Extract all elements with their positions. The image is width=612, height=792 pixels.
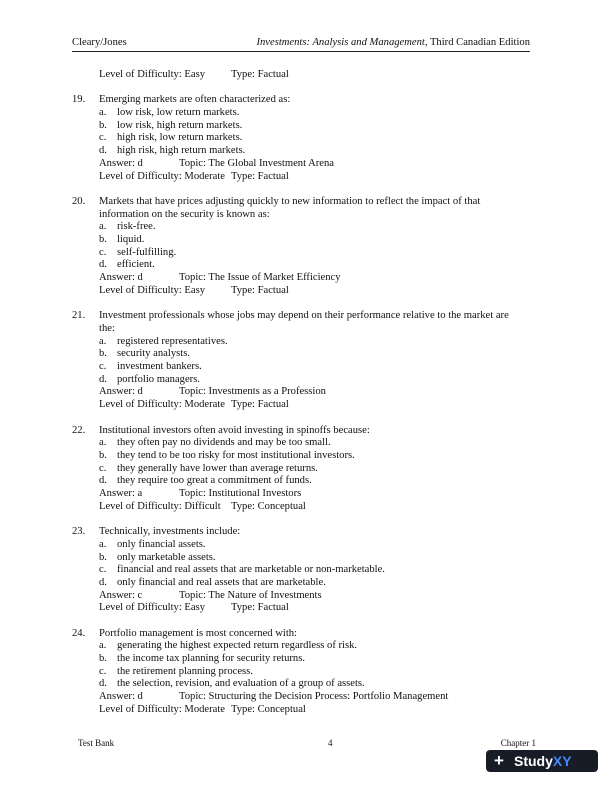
header-rule [72, 51, 530, 52]
answer-topic-row [99, 488, 542, 501]
question-stem-text: information on the security is known as: [99, 208, 270, 220]
difficulty-type-row [99, 602, 542, 615]
answer-topic-row [99, 386, 542, 399]
option-text: high risk, high return markets. [117, 145, 246, 157]
option-text: the selection, revision, and evaluation of a group of assets. [117, 678, 365, 690]
option-text: the income tax planning for security returns. [117, 653, 305, 665]
answer-option [72, 120, 542, 133]
option-letter: b. [99, 234, 107, 246]
question-item [72, 94, 542, 183]
header-book-title [256, 37, 530, 50]
option-letter: d. [99, 678, 107, 690]
top-type: Type: Factual [231, 69, 289, 80]
option-text: they generally have lower than average returns. [117, 462, 318, 474]
option-text: portfolio managers. [117, 373, 200, 385]
topic-label: Topic: Structuring the Decision Process: Portfolio Management [179, 691, 449, 703]
option-text: risk-free. [117, 221, 156, 233]
difficulty-label: Level of Difficulty: Moderate [99, 399, 226, 411]
questions [72, 94, 542, 716]
answer-option [72, 564, 542, 577]
question-number: 21. [72, 310, 86, 322]
difficulty-label: Level of Difficulty: Moderate [99, 703, 226, 715]
top-meta [99, 69, 542, 82]
question-stem-line [72, 526, 542, 539]
question-number: 19. [72, 94, 86, 106]
option-letter: b. [99, 653, 107, 665]
question-stem-line [72, 94, 542, 107]
question-stem-text: Institutional investors often avoid investing in spinoffs because: [99, 424, 370, 436]
answer-option [72, 475, 542, 488]
brand-study: Study [514, 753, 553, 769]
answer-option [72, 348, 542, 361]
question-stem-text: Markets that have prices adjusting quickly to new information to reflect the impact of that [99, 195, 481, 207]
option-text: low risk, high return markets. [117, 119, 243, 131]
answer-option [72, 145, 542, 158]
question-number: 24. [72, 627, 86, 639]
question-stem-line [72, 425, 542, 438]
option-letter: d. [99, 373, 107, 385]
option-letter: d. [99, 145, 107, 157]
question-item [72, 196, 542, 298]
answer-option [72, 361, 542, 374]
answer-topic-row [99, 691, 542, 704]
answer-option [72, 437, 542, 450]
answer-option [72, 653, 542, 666]
answer-key: Answer: a [99, 488, 143, 500]
answer-option [72, 336, 542, 349]
question-stem-line [72, 323, 542, 336]
difficulty-label: Level of Difficulty: Easy [99, 602, 206, 614]
option-text: efficient. [117, 259, 155, 271]
question-stem-text: Technically, investments include: [99, 526, 241, 538]
brand-xy: XY [552, 753, 572, 769]
answer-topic-row [99, 590, 542, 603]
option-letter: c. [99, 361, 107, 373]
question-item [72, 310, 542, 412]
question-item [72, 526, 542, 615]
question-stem-line [72, 628, 542, 641]
question-number: 20. [72, 195, 86, 207]
option-text: high risk, low return markets. [117, 132, 243, 144]
type-label: Type: Conceptual [231, 500, 306, 512]
question-stem-line [72, 209, 542, 222]
topic-label: Topic: The Nature of Investments [179, 589, 322, 601]
type-label: Type: Factual [231, 399, 289, 411]
option-letter: a. [99, 107, 107, 119]
option-text: low risk, low return markets. [117, 107, 240, 119]
answer-key: Answer: d [99, 386, 143, 398]
difficulty-type-row [99, 704, 542, 717]
answer-key: Answer: c [99, 589, 143, 601]
option-text: they require too great a commitment of funds. [117, 475, 312, 487]
answer-option [72, 374, 542, 387]
option-letter: a. [99, 437, 107, 449]
option-letter: a. [99, 335, 107, 347]
answer-topic-row [99, 158, 542, 171]
answer-key: Answer: d [99, 272, 143, 284]
answer-option [72, 463, 542, 476]
question-stem-text: the: [99, 322, 115, 334]
difficulty-type-row [99, 501, 542, 514]
answer-option [72, 666, 542, 679]
option-text: they tend to be too risky for most institutional investors. [117, 449, 355, 461]
footer-left: Test Bank [78, 738, 115, 748]
header-edition: , Third Canadian Edition [424, 37, 530, 48]
question-number: 22. [72, 424, 86, 436]
type-label: Type: Factual [231, 170, 289, 182]
answer-option [72, 552, 542, 565]
topic-label: Topic: Institutional Investors [179, 488, 302, 500]
question-stem-text: Investment professionals whose jobs may depend on their performance relative to the market are [99, 310, 509, 322]
question-number: 23. [72, 526, 86, 538]
option-letter: a. [99, 640, 107, 652]
option-letter: b. [99, 348, 107, 360]
difficulty-type-row [99, 171, 542, 184]
topic-label: Topic: The Issue of Market Efficiency [179, 272, 341, 284]
option-text: only marketable assets. [117, 551, 216, 563]
plus-icon: + [494, 751, 504, 770]
topic-label: Topic: The Global Investment Arena [179, 157, 334, 169]
option-text: security analysts. [117, 348, 190, 360]
option-letter: b. [99, 551, 107, 563]
option-letter: a. [99, 221, 107, 233]
question-stem-line [72, 310, 542, 323]
answer-option [72, 450, 542, 463]
answer-option [72, 539, 542, 552]
question-stem-text: Emerging markets are often characterized as: [99, 94, 291, 106]
option-text: registered representatives. [117, 335, 228, 347]
difficulty-type-row [99, 399, 542, 412]
question-stem-text: Portfolio management is most concerned with: [99, 627, 298, 639]
footer-chapter: Chapter 1 [500, 738, 536, 748]
option-text: only financial and real assets that are marketable. [117, 576, 326, 588]
question-stem-line [72, 196, 542, 209]
option-letter: d. [99, 576, 107, 588]
type-label: Type: Conceptual [231, 703, 306, 715]
option-text: liquid. [117, 234, 145, 246]
difficulty-type-row [99, 285, 542, 298]
option-text: the retirement planning process. [117, 665, 253, 677]
topic-label: Topic: Investments as a Profession [179, 386, 326, 398]
difficulty-label: Level of Difficulty: Moderate [99, 170, 226, 182]
page-header [72, 37, 530, 51]
answer-option [72, 678, 542, 691]
option-text: generating the highest expected return regardless of risk. [117, 640, 358, 652]
question-list [72, 69, 542, 717]
answer-option [72, 132, 542, 145]
difficulty-label: Level of Difficulty: Easy [99, 284, 206, 296]
answer-option [72, 234, 542, 247]
answer-option [72, 640, 542, 653]
option-letter: b. [99, 119, 107, 131]
option-letter: c. [99, 665, 107, 677]
header-authors: Cleary/Jones [72, 37, 127, 48]
question-item [72, 425, 542, 514]
option-letter: a. [99, 538, 107, 550]
studyxy-badge[interactable] [486, 750, 598, 772]
answer-topic-row [99, 272, 542, 285]
studyxy-logo [514, 753, 572, 769]
option-letter: d. [99, 475, 107, 487]
option-letter: c. [99, 564, 107, 576]
answer-option [72, 259, 542, 272]
option-letter: c. [99, 132, 107, 144]
option-letter: c. [99, 462, 107, 474]
option-letter: c. [99, 246, 107, 258]
option-letter: b. [99, 449, 107, 461]
option-text: investment bankers. [117, 361, 202, 373]
difficulty-label: Level of Difficulty: Difficult [99, 500, 221, 512]
option-text: only financial assets. [117, 538, 206, 550]
page-number: 4 [328, 738, 333, 748]
option-text: financial and real assets that are marketable or non-marketable. [117, 564, 385, 576]
answer-option [72, 247, 542, 260]
option-letter: d. [99, 259, 107, 271]
option-text: self-fulfilling. [117, 246, 177, 258]
question-item [72, 628, 542, 717]
header-title-italic: Investments: Analysis and Management [256, 37, 425, 48]
top-difficulty: Level of Difficulty: Easy [99, 69, 206, 80]
answer-option [72, 221, 542, 234]
type-label: Type: Factual [231, 602, 289, 614]
option-text: they often pay no dividends and may be too small. [117, 437, 331, 449]
answer-option [72, 107, 542, 120]
answer-key: Answer: d [99, 157, 143, 169]
answer-option [72, 577, 542, 590]
answer-key: Answer: d [99, 691, 143, 703]
type-label: Type: Factual [231, 284, 289, 296]
